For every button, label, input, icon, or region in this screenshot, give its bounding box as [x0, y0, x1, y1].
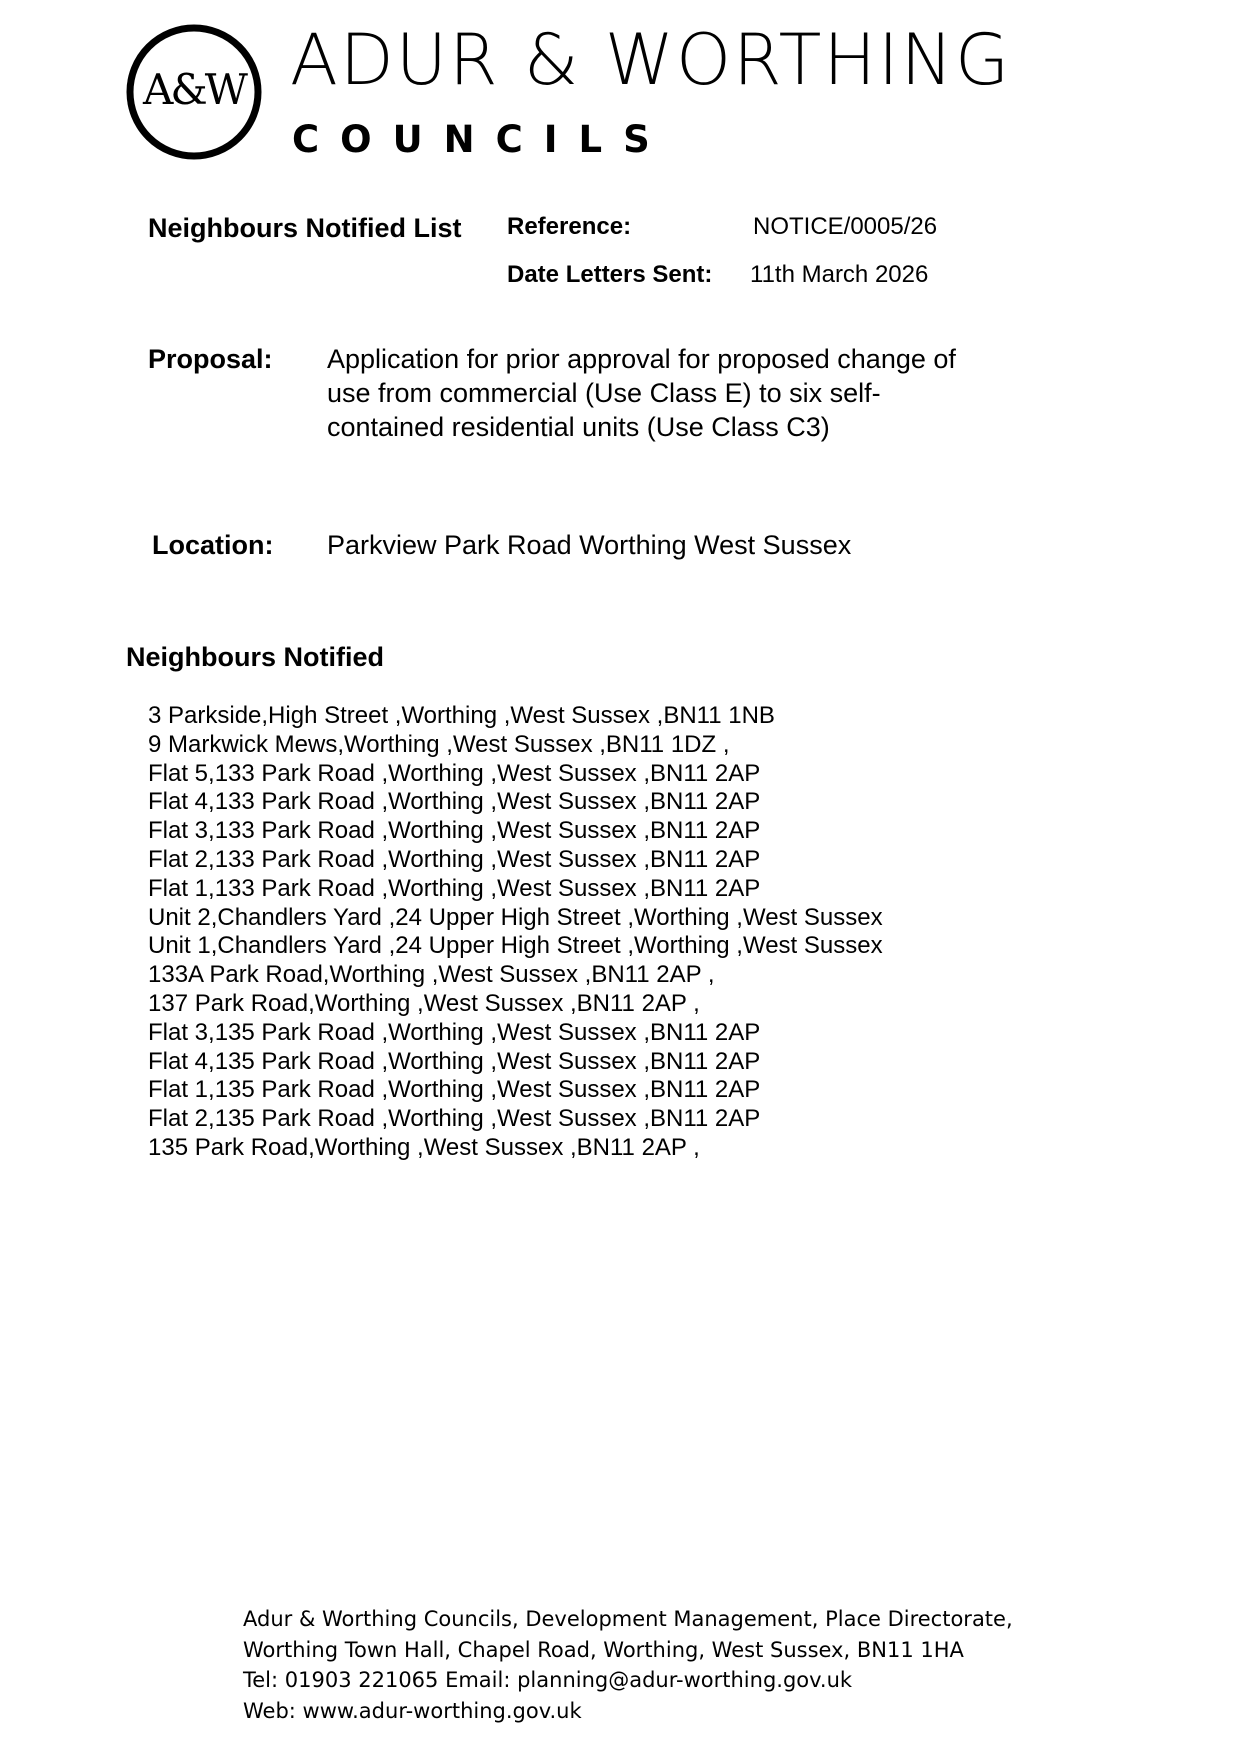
address-item: Flat 1,133 Park Road ,Worthing ,West Sussex ,BN11 2AP: [148, 874, 761, 902]
proposal-label: Proposal:: [148, 344, 273, 374]
address-item: 133A Park Road,Worthing ,West Sussex ,BN11 2AP ,: [148, 961, 715, 989]
reference-value: NOTICE/0005/26: [753, 213, 938, 240]
address-item: Flat 2,133 Park Road ,Worthing ,West Sussex ,BN11 2AP: [148, 845, 761, 873]
address-item: Unit 2,Chandlers Yard ,24 Upper High Street ,Worthing ,West Sussex: [148, 903, 883, 931]
address-item: Unit 1,Chandlers Yard ,24 Upper High Street ,Worthing ,West Sussex: [148, 932, 883, 960]
address-item: 3 Parkside,High Street ,Worthing ,West Sussex ,BN11 1NB: [148, 702, 775, 729]
neighbours-heading: Neighbours Notified: [126, 642, 384, 672]
address-item: Flat 4,133 Park Road ,Worthing ,West Sussex ,BN11 2AP: [148, 788, 761, 816]
address-item: Flat 3,135 Park Road ,Worthing ,West Sussex ,BN11 2AP: [148, 1018, 761, 1046]
address-item: 135 Park Road,Worthing ,West Sussex ,BN11 2AP ,: [148, 1133, 700, 1161]
address-item: Flat 3,133 Park Road ,Worthing ,West Sussex ,BN11 2AP: [148, 817, 761, 845]
address-item: 9 Markwick Mews,Worthing ,West Sussex ,BN11 1DZ ,: [148, 730, 730, 758]
footer-address-line: Worthing Town Hall, Chapel Road, Worthing, West Sussex, BN11 1HA: [243, 1637, 964, 1662]
proposal-line: contained residential units (Use Class C3): [327, 412, 830, 442]
council-logo: [124, 22, 264, 162]
date-letters-sent-value: 11th March 2026: [750, 261, 929, 288]
page-title: Neighbours Notified List: [148, 213, 462, 243]
footer-contact-line: Tel: 01903 221065 Email: planning@adur-worthing.gov.uk: [243, 1668, 853, 1692]
footer-web-line: Web: www.adur-worthing.gov.uk: [243, 1698, 582, 1723]
address-item: Flat 5,133 Park Road ,Worthing ,West Sussex ,BN11 2AP: [148, 759, 761, 787]
proposal-line: Application for prior approval for proposed change of: [327, 344, 956, 374]
proposal-text: [327, 342, 1047, 444]
proposal-line: use from commercial (Use Class E) to six self-: [327, 378, 881, 408]
brand-title: ADUR & WORTHING: [290, 19, 1012, 101]
location-label: Location:: [152, 530, 274, 560]
address-item: 137 Park Road,Worthing ,West Sussex ,BN11 2AP ,: [148, 989, 700, 1017]
footer-address-line: Adur & Worthing Councils, Development Management, Place Directorate,: [243, 1607, 1013, 1631]
neighbours-address-list: [148, 702, 883, 1163]
reference-label: Reference:: [507, 213, 632, 240]
footer-contact: [243, 1604, 1013, 1726]
address-item: Flat 1,135 Park Road ,Worthing ,West Sussex ,BN11 2AP: [148, 1076, 761, 1104]
address-item: Flat 2,135 Park Road ,Worthing ,West Sussex ,BN11 2AP: [148, 1105, 761, 1133]
logo-monogram: A&W: [143, 65, 245, 114]
address-item: Flat 4,135 Park Road ,Worthing ,West Sussex ,BN11 2AP: [148, 1047, 761, 1075]
location-value: Parkview Park Road Worthing West Sussex: [327, 530, 852, 560]
brand-subtitle: COUNCILS: [292, 118, 671, 161]
date-letters-sent-label: Date Letters Sent:: [507, 261, 713, 288]
